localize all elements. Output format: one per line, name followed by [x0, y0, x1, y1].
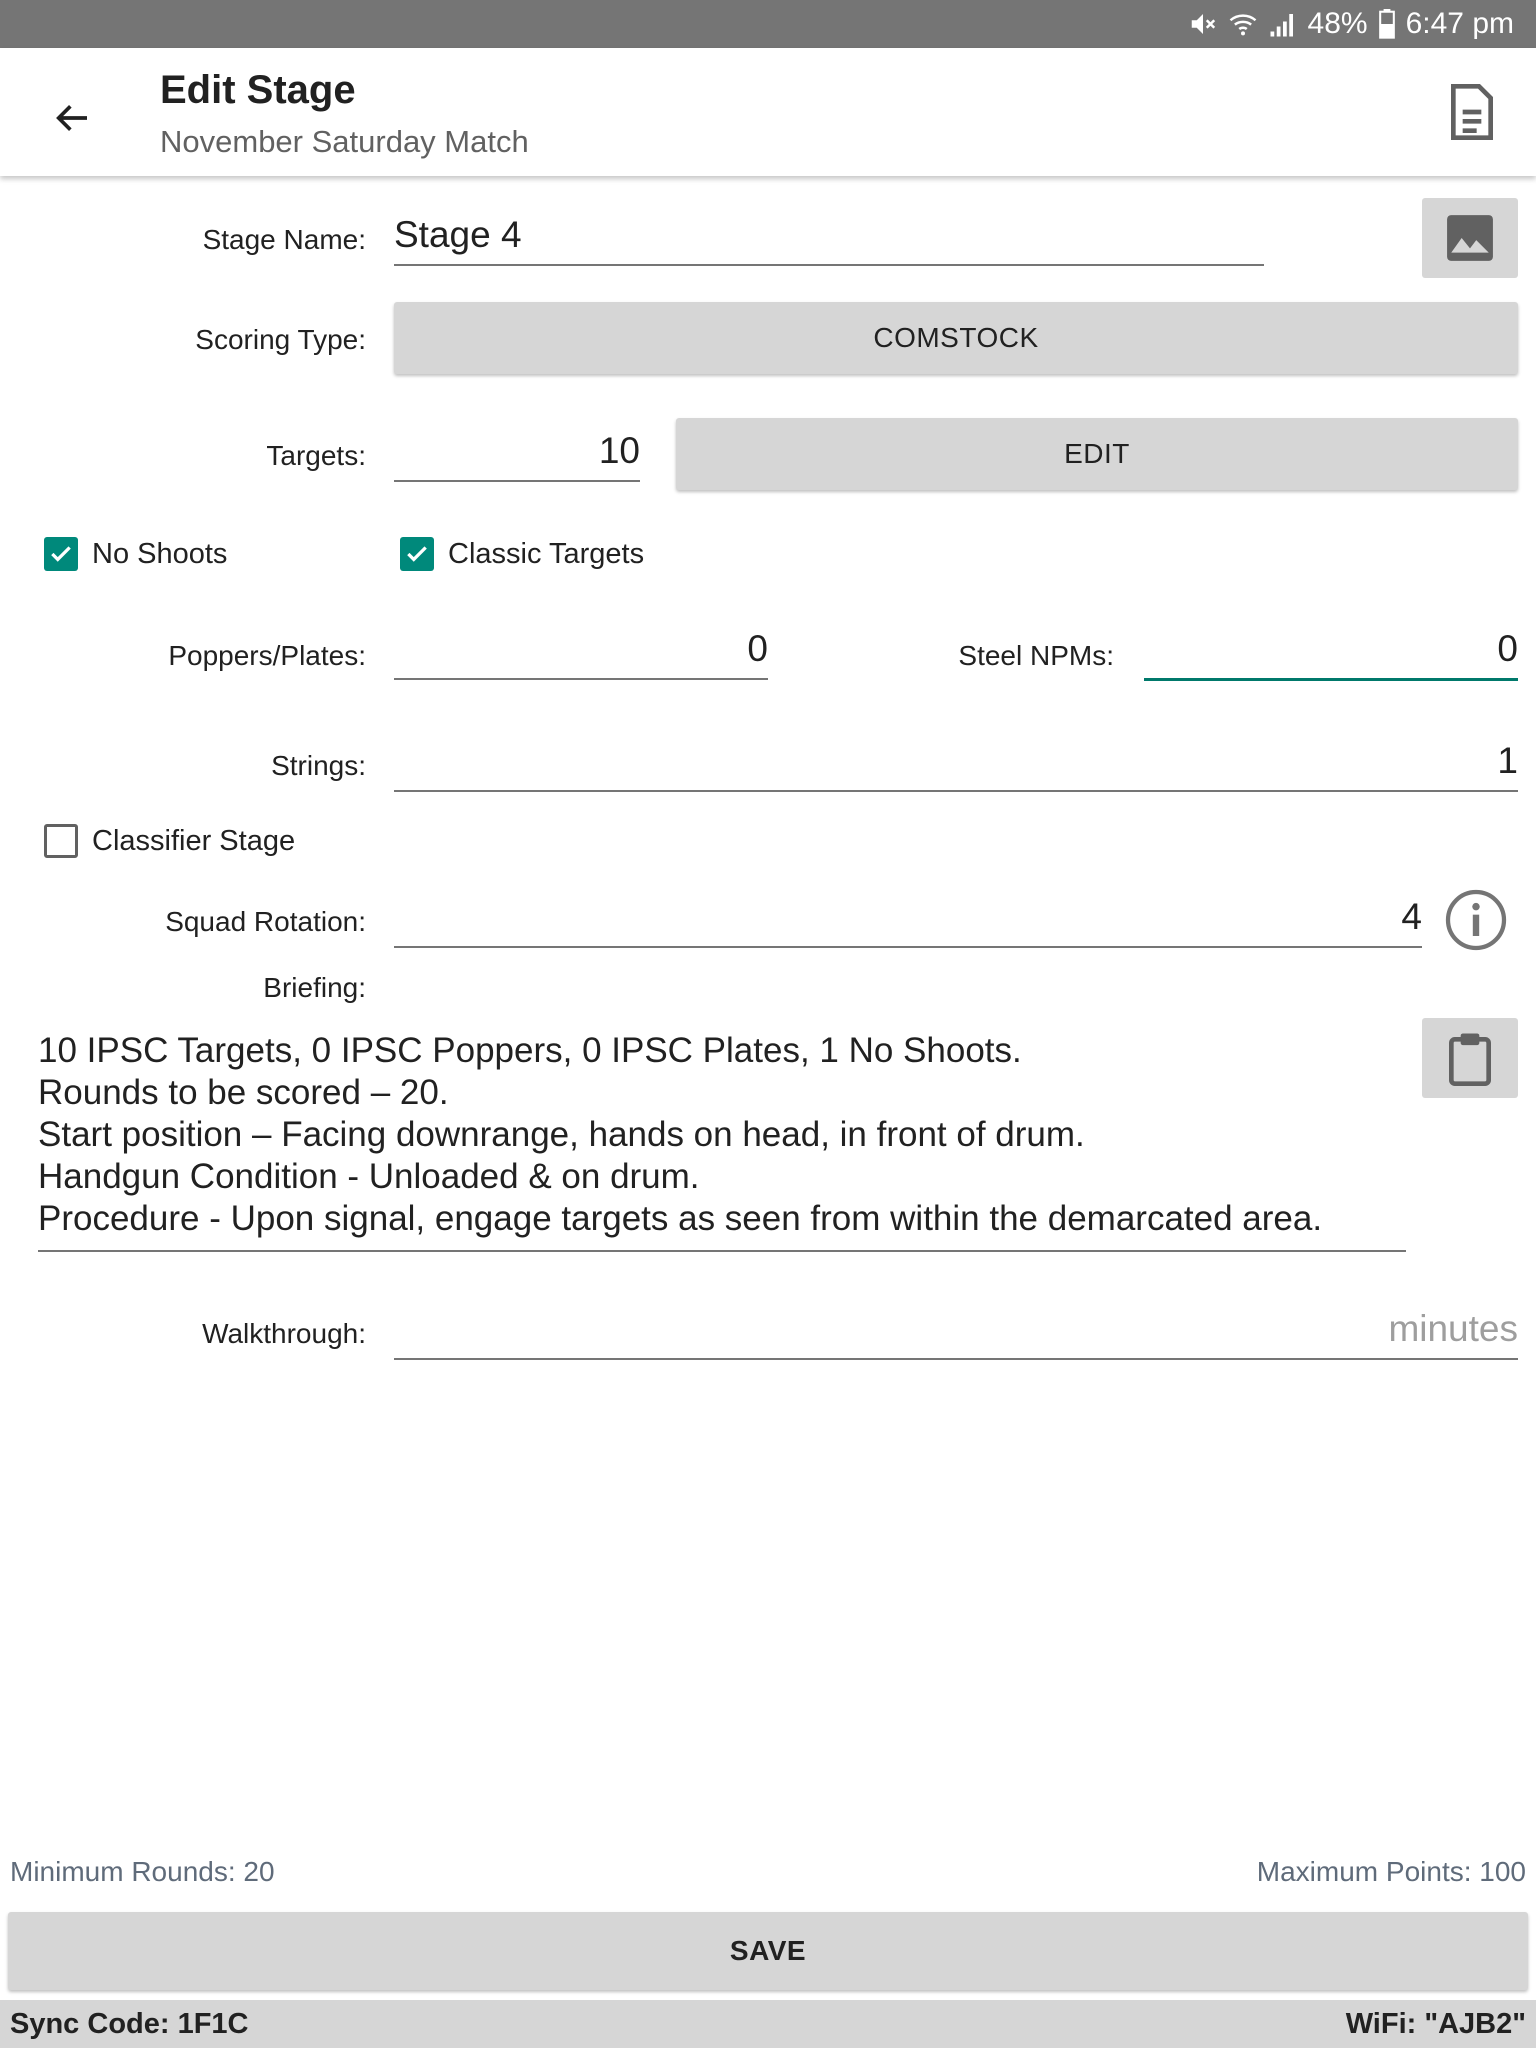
battery-icon [1378, 9, 1396, 39]
document-button[interactable] [1440, 80, 1504, 144]
back-button[interactable] [44, 90, 100, 146]
briefing-line: Rounds to be scored – 20. [38, 1073, 449, 1112]
save-button[interactable]: SAVE [8, 1912, 1528, 1990]
walkthrough-placeholder: minutes [1388, 1308, 1518, 1349]
squad-rotation-label: Squad Rotation: [165, 906, 366, 937]
sync-code: Sync Code: 1F1C [10, 2008, 249, 2040]
mute-icon [1188, 9, 1218, 39]
squad-rotation-input[interactable] [394, 882, 1422, 948]
check-icon [404, 541, 430, 567]
classic-targets-check [400, 537, 434, 571]
page-title: Edit Stage [160, 68, 356, 112]
wifi-name: WiFi: "AJB2" [1345, 2008, 1526, 2040]
classifier-stage-label: Classifier Stage [92, 824, 296, 857]
strings-value: 1 [1497, 740, 1518, 781]
clock: 6:47 pm [1405, 7, 1514, 40]
no-shoots-label: No Shoots [92, 537, 228, 570]
poppers-plates-input[interactable] [394, 616, 768, 680]
briefing-line: 10 IPSC Targets, 0 IPSC Poppers, 0 IPSC Plates, 1 No Shoots. [38, 1031, 1022, 1070]
squad-rotation-value: 4 [1401, 896, 1422, 937]
document-icon [1447, 84, 1497, 140]
walkthrough-label: Walkthrough: [202, 1318, 366, 1349]
classifier-stage-check [44, 824, 78, 858]
sync-bar [0, 2000, 1536, 2048]
steel-npms-input[interactable] [1144, 616, 1518, 681]
paste-briefing-button[interactable] [1422, 1018, 1518, 1098]
status-icons [1188, 0, 1514, 48]
back-arrow-icon [52, 98, 92, 138]
minimum-rounds: Minimum Rounds: 20 [10, 1856, 275, 1887]
poppers-plates-label: Poppers/Plates: [168, 640, 366, 671]
strings-label: Strings: [271, 750, 366, 781]
steel-npms-value: 0 [1497, 628, 1518, 669]
walkthrough-input[interactable] [394, 1294, 1518, 1360]
classic-targets-checkbox[interactable] [400, 537, 644, 571]
no-shoots-check [44, 537, 78, 571]
status-bar [0, 0, 1536, 48]
page-subtitle: November Saturday Match [160, 124, 529, 159]
scoring-type-label: Scoring Type: [195, 324, 366, 355]
targets-label: Targets: [266, 440, 366, 471]
strings-input[interactable] [394, 726, 1518, 792]
briefing-line: Start position – Facing downrange, hands on head, in front of drum. [38, 1115, 1085, 1154]
check-icon [48, 541, 74, 567]
targets-input[interactable] [394, 416, 640, 482]
classic-targets-label: Classic Targets [448, 537, 645, 570]
stage-name-value: Stage 4 [394, 214, 522, 255]
targets-edit-button[interactable]: EDIT [676, 418, 1518, 490]
steel-npms-label: Steel NPMs: [958, 640, 1114, 671]
signal-icon [1268, 9, 1298, 39]
stage-name-input[interactable] [394, 200, 1264, 266]
info-icon [1444, 888, 1508, 952]
stage-image-button[interactable] [1422, 198, 1518, 278]
briefing-label: Briefing: [263, 972, 366, 1003]
scoring-type-button[interactable]: COMSTOCK [394, 302, 1518, 374]
briefing-textarea[interactable] [38, 1030, 1406, 1252]
stage-name-label: Stage Name: [202, 224, 366, 255]
no-shoots-checkbox[interactable] [44, 537, 227, 571]
briefing-line: Handgun Condition - Unloaded & on drum. [38, 1157, 700, 1196]
squad-rotation-info-button[interactable] [1444, 888, 1508, 952]
app-bar [0, 48, 1536, 176]
classifier-stage-checkbox[interactable] [44, 824, 295, 858]
targets-value: 10 [598, 430, 640, 471]
wifi-icon [1228, 9, 1258, 39]
maximum-points: Maximum Points: 100 [1256, 1856, 1526, 1887]
clipboard-icon [1446, 1030, 1494, 1086]
briefing-line: Procedure - Upon signal, engage targets as seen from within the demarcated area. [38, 1199, 1323, 1238]
image-icon [1445, 213, 1495, 263]
poppers-plates-value: 0 [747, 628, 768, 669]
battery-text: 48% [1307, 7, 1368, 40]
